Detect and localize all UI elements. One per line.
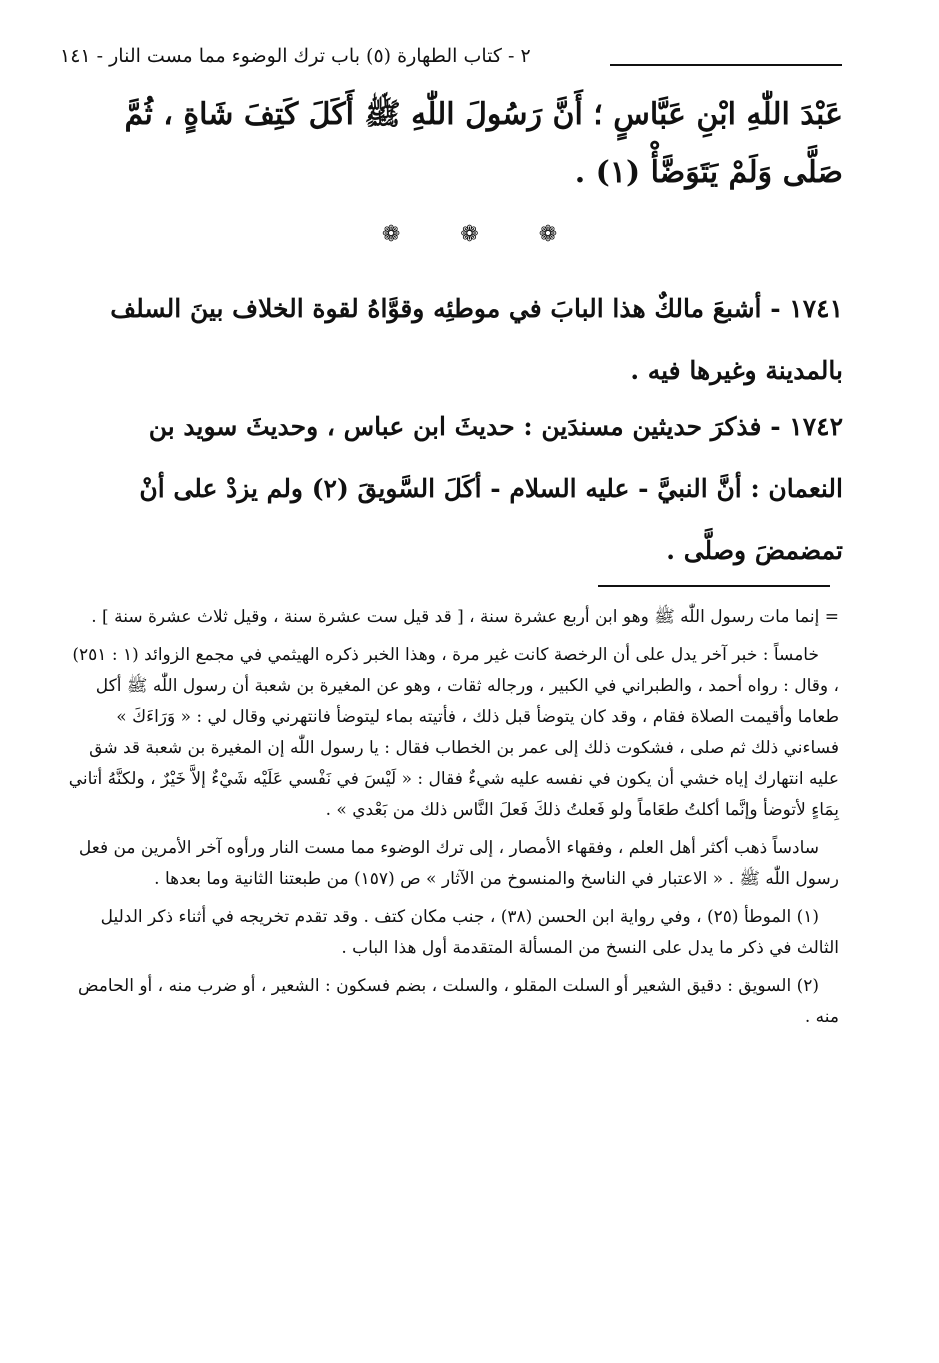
running-header xyxy=(60,38,843,74)
star-separator xyxy=(0,222,939,247)
paragraph-1741: ١٧٤١ - أشبعَ مالكٌ هذا البابَ في موطئِه وقوَّاهُ لقوة الخلاف بينَ السلف بالمدينة وغيرها فيه . xyxy=(110,294,843,385)
footnote-2: (٢) السويق : دقيق الشعير أو السلت المقلو ، والسلت ، بضم فسكون : الشعير ، أو ضرب منه ، أو الحامض منه . xyxy=(77,976,839,1027)
footnote-sixth: سادساً ذهب أكثر أهل العلم ، وفقهاء الأمصار ، إلى ترك الوضوء مما مست النار ورأوه آخر الأمرين من فعل رسول اللّٰه ﷺ . « الاعتبار في الناسخ والمنسوخ من الآثار » ص (١٥٧) من طبعتنا الثانية وما بعدها . xyxy=(78,838,839,889)
hadith-text: عَبْدَ اللّٰهِ ابْنِ عَبَّاسٍ ؛ أَنَّ رَسُولَ اللّٰهِ ﷺ أَكَلَ كَتِفَ شَاةٍ ، ثُمَّ صَلَّى وَلَمْ يَتَوَضَّأْ (١) . xyxy=(124,97,843,190)
star-ornament-icon: ❁ xyxy=(460,222,479,247)
footnotes xyxy=(66,602,839,1040)
footnote-rule xyxy=(598,585,830,587)
footnote-continuation: = إنما مات رسول اللّٰه ﷺ وهو ابن أربع عشرة سنة ، [ قد قيل ست عشرة سنة ، وقيل ثلاث عشرة سنة ] . xyxy=(91,607,839,627)
star-ornament-icon: ❁ xyxy=(538,222,558,247)
footnote-1: (١) الموطأ (٢٥) ، وفي رواية ابن الحسن (٣٨) ، جنب مكان كتف . وقد تقدم تخريجه في أثناء ذكر الدليل الثالث في ذكر ما يدل على النسخ من المسألة المتقدمة أول هذا الباب . xyxy=(100,907,839,958)
running-header-title: ٢ - كتاب الطهارة (٥) باب ترك الوضوء مما مست النار - ١٤١ xyxy=(60,45,531,67)
paragraph-1742: ١٧٤٢ - فذكرَ حديثين مسندَين : حديثَ ابن عباس ، وحديثَ سويد بن النعمان : أنَّ النبيَّ - عليه السلام - أكَلَ السَّويقَ (٢) ولم يزدْ على أنْ تمضمضَ وصلَّى . xyxy=(139,412,843,565)
header-rule xyxy=(610,64,842,66)
star-ornament-icon: ❁ xyxy=(381,222,401,247)
footnote-fifth: خامساً : خبر آخر يدل على أن الرخصة كانت غير مرة ، وهذا الخبر ذكره الهيثمي في مجمع الزوائد (١ : ٢٥١) ، وقال : رواه أحمد ، والطبراني في الكبير ، ورجاله ثقات ، وهو عن المغيرة بن شعبة أن رسول اللّٰه ﷺ أكل طعاما وأقيمت الصلاة فقام ، وقد كان يتوضأ قبل ذلك ، فأتيته بماء ليتوضأ فانتهرني وقال لي : « وَرَاءَكَ » فساءني ذلك ثم صلى ، فشكوت ذلك إلى عمر بن الخطاب فقال : يا رسول اللّٰه إن المغيرة بن شعبة قد شق عليه انتهارك إياه خشي أن يكون في نفسه عليه شيءٌ فقال : « لَيْسَ في نَفْسي عَلَيْه شَيْءٌ إلاَّ خَيْرٌ ، ولكنَّهُ أتاني بِمَاءٍ لأتوضأ وإنَّما أكلتُ طعَاماً ولو فَعلتُ ذلكَ فَعلَ النَّاس ذلك من بَعْدي » . xyxy=(68,645,839,820)
